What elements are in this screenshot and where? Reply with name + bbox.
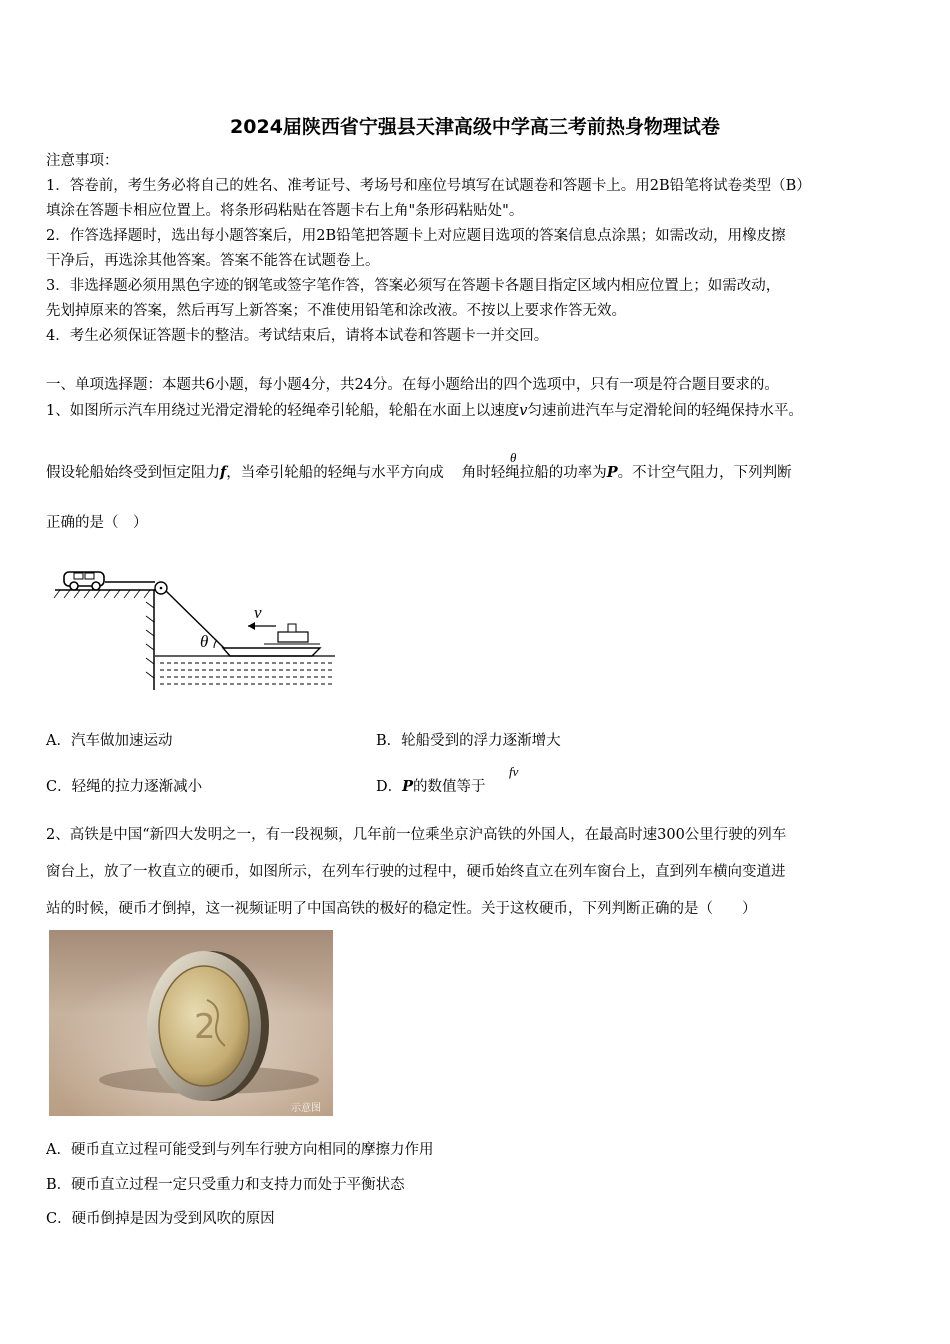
car-icon xyxy=(64,572,104,590)
q1-option-b: B．轮船受到的浮力逐渐增大 xyxy=(376,733,561,749)
q1-line1 xyxy=(46,401,803,421)
q2-line3: 站的时候，硬币才倒掉，这一视频证明了中国高铁的极好的稳定性。关于这枚硬币，下列判断正确的是（ ） xyxy=(46,901,757,917)
car-pulley-boat-diagram xyxy=(50,560,340,695)
notice-line: 先划掉原来的答案，然后再写上新答案；不准使用铅笔和涂改液。不按以上要求作答无效。 xyxy=(46,303,626,319)
q1-text: 1、如图所示汽车用绕过光滑定滑轮的轻绳牵引轮船，轮船在水面上以速度 xyxy=(46,403,520,419)
theta-label: θ xyxy=(200,632,209,651)
q1-option-d-formula: fv xyxy=(509,764,519,779)
q1-line2 xyxy=(46,463,792,483)
q1-var-P: P xyxy=(606,464,618,481)
q1-text: 匀速前进汽车与定滑轮间的轻绳保持水平。 xyxy=(527,403,803,419)
q1-text: 假设轮船始终受到恒定阻力 xyxy=(46,465,220,481)
q2-option-b: B．硬币直立过程一定只受重力和支持力而处于平衡状态 xyxy=(46,1177,405,1193)
velocity-label: v xyxy=(254,603,262,622)
q1-option-a: A．汽车做加速运动 xyxy=(46,733,173,749)
q2-line1: 2、高铁是中国“新四大发明之一，有一段视频，几年前一位乘坐京沪高铁的外国人，在最高时速300公里行驶的列车 xyxy=(46,827,787,843)
boat-icon xyxy=(223,624,320,656)
notice-heading: 注意事项： xyxy=(46,153,119,169)
q1-option-d-text: 的数值等于 xyxy=(413,779,486,795)
notice-line: 3．非选择题必须用黑色字迹的钢笔或签字笔作答，答案必须写在答题卡各题目指定区域内相应位置上；如需改动， xyxy=(46,278,781,294)
section-heading: 一、单项选择题：本题共6小题，每小题4分，共24分。在每小题给出的四个选项中，只有一项是符合题目要求的。 xyxy=(46,377,779,393)
q1-text: 。不计空气阻力，下列判断 xyxy=(617,465,792,481)
q1-line3: 正确的是（ ） xyxy=(46,515,148,531)
notice-line: 2．作答选择题时，选出每小题答案后，用2B铅笔把答题卡上对应题目选项的答案信息点涂黑；如需改动，用橡皮擦 xyxy=(46,228,786,244)
theta-symbol: θ xyxy=(510,450,517,465)
notice-line: 1．答卷前，考生务必将自己的姓名、准考证号、考场号和座位号填写在试题卷和答题卡上。用2B铅笔将试卷类型（B） xyxy=(46,178,811,194)
q1-var-v: v xyxy=(519,403,528,419)
q2-option-c: C．硬币倒掉是因为受到风吹的原因 xyxy=(46,1211,275,1227)
page-title: 2024届陕西省宁强县天津高级中学高三考前热身物理试卷 xyxy=(230,116,720,138)
notice-line: 干净后，再选涂其他答案。答案不能答在试题卷上。 xyxy=(46,253,380,269)
standing-coin-photo xyxy=(49,930,333,1116)
notice-line: 填涂在答题卡相应位置上。将条形码粘贴在答题卡右上角"条形码粘贴处"。 xyxy=(46,203,524,219)
q1-option-d-var: P xyxy=(402,778,414,795)
svg-text:2: 2 xyxy=(194,1007,216,1047)
pulley-icon xyxy=(154,582,167,594)
q2-option-a: A．硬币直立过程可能受到与列车行驶方向相同的摩擦力作用 xyxy=(46,1142,434,1158)
q1-option-d xyxy=(376,777,486,797)
q1-text: 角时轻绳拉船的功率为 xyxy=(461,465,607,481)
q1-option-d-label: D． xyxy=(376,779,403,795)
watermark-text: 示意图 xyxy=(291,1103,321,1114)
q2-line2: 窗台上，放了一枚直立的硬币，如图所示，在列车行驶的过程中，硬币始终直立在列车窗台上，直到列车横向变道进 xyxy=(46,864,786,880)
notice-line: 4．考生必须保证答题卡的整洁。考试结束后，请将本试卷和答题卡一并交回。 xyxy=(46,328,549,344)
q1-option-c: C．轻绳的拉力逐渐减小 xyxy=(46,779,203,795)
q1-text: ，当牵引轮船的轻绳与水平方向成 xyxy=(226,465,444,481)
q1-var-f: f xyxy=(220,464,227,481)
